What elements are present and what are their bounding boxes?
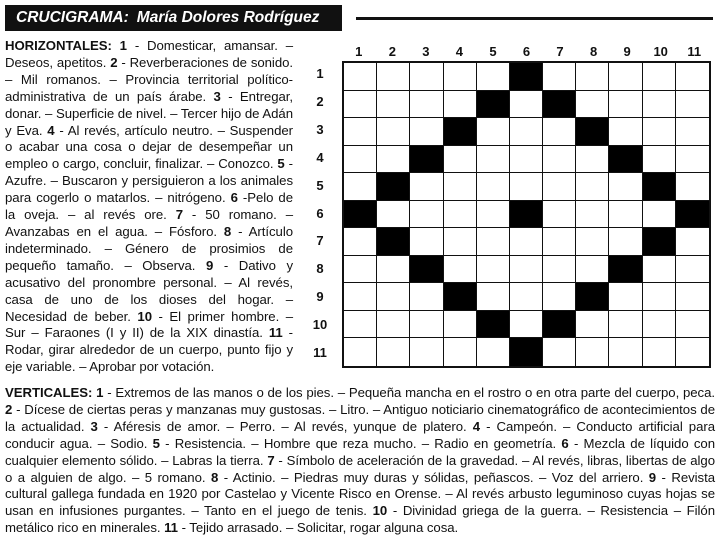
grid-cell-white[interactable]	[643, 63, 676, 91]
grid-cell-white[interactable]	[543, 146, 576, 174]
clue-text: - Tejido arrasado. – Solicitar, rogar alguna cosa.	[177, 520, 459, 536]
verticales-clue-11	[164, 520, 458, 535]
clue-text: -Pelo de la oveja. – al revés ore.	[5, 190, 293, 223]
grid-cell-white[interactable]	[477, 256, 510, 284]
clue-text: - Revista cultural gallega fundada en 1920 por Castelao y Vicente Risco en Orense. – Al revés arbusto leguminoso cuyas hojas se usan en infusiones purgantes. – Tanto en el juego de tenis.	[5, 469, 715, 519]
grid-cell-black	[543, 311, 576, 339]
vertical-heading: VERTICALES:	[5, 385, 93, 400]
clue-text: - Dícese de ciertas peras y manzanas muy gustosas. – Litro. – Antiguo noticiario cinematográfico de acontecimientos de la actualidad.	[5, 401, 715, 434]
row-number: 6	[316, 205, 324, 221]
grid-cell-white[interactable]	[609, 228, 642, 256]
verticales-clue-1	[96, 385, 715, 400]
grid-cell-white[interactable]	[444, 228, 477, 256]
grid-cell-white[interactable]	[643, 256, 676, 284]
grid-cell-black	[576, 118, 609, 146]
clue-number: 6	[561, 435, 569, 451]
column-number: 11	[687, 44, 702, 59]
clue-number: 8	[223, 223, 232, 239]
grid-cell-white[interactable]	[643, 201, 676, 229]
grid-cell-white[interactable]	[543, 338, 576, 366]
grid-cell-white[interactable]	[344, 283, 377, 311]
clue-number: 3	[90, 418, 98, 434]
grid-cell-black	[510, 338, 543, 366]
grid-cell-white[interactable]	[643, 118, 676, 146]
clue-number: 11	[268, 325, 283, 341]
grid-cell-white[interactable]	[444, 338, 477, 366]
grid-cell-white[interactable]	[344, 338, 377, 366]
grid-cell-white[interactable]	[410, 63, 443, 91]
grid-cell-white[interactable]	[576, 91, 609, 119]
grid-cell-white[interactable]	[643, 338, 676, 366]
column-number: 7	[556, 44, 564, 59]
grid-cell-white[interactable]	[444, 173, 477, 201]
grid-cell-white[interactable]	[444, 201, 477, 229]
grid-cell-white[interactable]	[444, 311, 477, 339]
grid-cell-white[interactable]	[510, 173, 543, 201]
grid-cell-black	[377, 173, 410, 201]
grid-cell-white[interactable]	[576, 201, 609, 229]
column-number: 1	[355, 44, 363, 59]
grid-cell-black	[444, 118, 477, 146]
clue-text: - Mezcla de líquido con cualquier elemento sólido. – Labras la tierra.	[5, 435, 716, 468]
column-number: 6	[522, 44, 531, 59]
grid-cell-black	[543, 91, 576, 119]
clue-number: 9	[206, 257, 214, 273]
clue-number: 5	[277, 156, 285, 172]
grid-cell-white[interactable]	[643, 146, 676, 174]
grid-cell-white[interactable]	[676, 118, 709, 146]
grid-cell-white[interactable]	[344, 173, 377, 201]
grid-cell-white[interactable]	[410, 228, 443, 256]
clue-text: - 50 romano. – Avanzabas en el agua. – Fósforo.	[5, 207, 293, 239]
column-number: 4	[455, 44, 464, 59]
title-rule	[356, 17, 713, 20]
grid-cell-white[interactable]	[510, 91, 543, 119]
grid-cell-white[interactable]	[543, 256, 576, 284]
grid-cell-white[interactable]	[609, 338, 642, 366]
grid-cell-white[interactable]	[377, 256, 410, 284]
grid-cell-white[interactable]	[609, 283, 642, 311]
row-number: 4	[316, 149, 324, 165]
grid-cell-white[interactable]	[510, 256, 543, 284]
clue-text: - Al revés, artículo neutro. – Suspender o acabar una cosa o dejar de desempeñar un empleo o cargo, concluir, finalizar. – Conozco.	[5, 122, 293, 172]
grid-cell-white[interactable]	[676, 146, 709, 174]
clue-number: 9	[648, 469, 657, 485]
grid-cell-white[interactable]	[377, 91, 410, 119]
grid-cell-white[interactable]	[477, 201, 510, 229]
clue-number: 7	[175, 207, 183, 223]
clue-text: - Divinidad griega de la guerra. – Resistencia – Filón metálico rico en minerales.	[5, 503, 715, 536]
grid-cell-white[interactable]	[477, 146, 510, 174]
grid-cell-white[interactable]	[444, 63, 477, 91]
grid-cell-white[interactable]	[344, 146, 377, 174]
row-number: 3	[316, 121, 324, 137]
grid-cell-white[interactable]	[510, 228, 543, 256]
grid-cell-white[interactable]	[344, 91, 377, 119]
grid-cell-white[interactable]	[377, 146, 410, 174]
grid-cell-white[interactable]	[676, 63, 709, 91]
crossword-label: CRUCIGRAMA:	[16, 9, 129, 26]
grid-cell-white[interactable]	[410, 311, 443, 339]
verticales-clue-5	[153, 436, 562, 451]
grid-cell-white[interactable]	[444, 146, 477, 174]
grid-cell-white[interactable]	[344, 311, 377, 339]
clue-text: - Símbolo de aceleración de la gravedad. – Al revés, libras, libertas de algo o a alguien de algo. – 5 romano.	[5, 452, 715, 485]
grid-cell-white[interactable]	[576, 228, 609, 256]
author-name: María Dolores Rodríguez	[136, 9, 320, 26]
grid-cell-white[interactable]	[410, 173, 443, 201]
grid-cell-black	[643, 173, 676, 201]
grid-cell-white[interactable]	[477, 118, 510, 146]
column-number: 9	[623, 44, 631, 59]
grid-cell-white[interactable]	[576, 173, 609, 201]
clue-number: 8	[210, 469, 219, 485]
grid-cell-white[interactable]	[609, 173, 642, 201]
column-number: 5	[489, 44, 497, 59]
clue-number: 3	[213, 88, 221, 104]
grid-cell-white[interactable]	[609, 311, 642, 339]
grid-cell-white[interactable]	[576, 338, 609, 366]
clue-text: - Campeón. – Conducto artificial para conducir agua. – Sodio.	[5, 418, 715, 451]
grid-cell-white[interactable]	[377, 338, 410, 366]
clue-text: - Domesticar, amansar. – Deseos, apetitos.	[5, 38, 293, 70]
clue-text: - Rodar, girar alrededor de un cuerpo, punto fijo y eje variable. – Aprobar por votación.	[5, 325, 293, 375]
grid-cell-white[interactable]	[477, 228, 510, 256]
horizontales-clue-4	[5, 123, 293, 172]
row-number: 5	[316, 177, 324, 193]
grid-cell-white[interactable]	[477, 63, 510, 91]
grid-cell-black	[444, 283, 477, 311]
clue-number: 6	[230, 190, 238, 206]
clue-text: - Entregar, donar. – Superficie de nivel. – Tercer hijo de Adán y Eva.	[5, 88, 293, 138]
grid-cell-black	[377, 228, 410, 256]
clue-number: 11	[164, 520, 178, 536]
clue-text: - Resistencia. – Hombre que reza mucho. – Radio en geometría.	[159, 435, 562, 451]
grid-cell-black	[477, 311, 510, 339]
grid-cell-black	[410, 146, 443, 174]
grid-cell-white[interactable]	[344, 228, 377, 256]
grid-cell-black	[609, 256, 642, 284]
grid-cell-black	[576, 283, 609, 311]
grid-cell-white[interactable]	[344, 63, 377, 91]
grid-cell-white[interactable]	[444, 256, 477, 284]
clue-text: - El primer hombre. – Sur – Faraones (I y II) de la XIX dinastía.	[5, 308, 293, 341]
grid-cell-black	[510, 63, 543, 91]
grid-cell-white[interactable]	[510, 311, 543, 339]
grid-cell-white[interactable]	[543, 173, 576, 201]
grid-cell-white[interactable]	[410, 118, 443, 146]
grid-cell-white[interactable]	[543, 201, 576, 229]
grid-cell-white[interactable]	[543, 283, 576, 311]
grid-cell-white[interactable]	[643, 283, 676, 311]
title-bar	[5, 5, 342, 31]
grid-cell-white[interactable]	[477, 173, 510, 201]
grid-cell-white[interactable]	[510, 283, 543, 311]
grid-cell-white[interactable]	[543, 228, 576, 256]
grid-cell-white[interactable]	[676, 228, 709, 256]
grid-cell-white[interactable]	[377, 201, 410, 229]
grid-cell-white[interactable]	[576, 256, 609, 284]
grid-cell-white[interactable]	[410, 283, 443, 311]
grid-cell-white[interactable]	[576, 311, 609, 339]
grid-cell-white[interactable]	[576, 146, 609, 174]
column-number: 8	[589, 44, 598, 59]
clue-number: 2	[110, 54, 118, 70]
grid-cell-white[interactable]	[543, 63, 576, 91]
clue-text: - Artículo indeterminado. – Género de prosimios de pequeño tamaño. – Observa.	[5, 223, 293, 273]
grid-cell-white[interactable]	[377, 63, 410, 91]
grid-cell-black	[344, 201, 377, 229]
clue-text: - Extremos de las manos o de los pies. – Pequeña mancha en el rostro o en otra parte del cuerpo, peca.	[103, 385, 715, 400]
clue-text: - Azufre. – Buscaron y persiguieron a los animales para cogerlo o matarlos. – nitrógeno.	[5, 156, 293, 206]
clue-number: 2	[5, 401, 13, 417]
column-number: 2	[388, 44, 396, 59]
grid-cell-white[interactable]	[510, 118, 543, 146]
vertical-clues	[5, 385, 715, 537]
grid-cell-white[interactable]	[676, 91, 709, 119]
grid-cell-white[interactable]	[377, 283, 410, 311]
grid-cell-white[interactable]	[410, 201, 443, 229]
verticales-clue-3	[91, 419, 473, 434]
clue-number: 10	[137, 308, 152, 324]
grid-cell-black	[643, 228, 676, 256]
grid-cell-white[interactable]	[576, 63, 609, 91]
grid-cell-black	[410, 256, 443, 284]
horizontal-clues	[5, 38, 293, 376]
row-number: 1	[316, 65, 324, 81]
grid-cell-white[interactable]	[410, 91, 443, 119]
grid-cell-white[interactable]	[676, 338, 709, 366]
row-number: 8	[316, 261, 324, 277]
column-number: 3	[422, 44, 430, 59]
grid-cell-black	[510, 201, 543, 229]
clue-number: 10	[372, 503, 388, 519]
row-number: 9	[316, 289, 324, 305]
grid-cell-white[interactable]	[676, 256, 709, 284]
clue-text: - Aféresis de amor. – Perro. – Al revés, yunque de platero.	[97, 418, 473, 434]
grid-cell-white[interactable]	[510, 146, 543, 174]
crossword-grid[interactable]	[342, 61, 711, 368]
grid-cell-black	[676, 201, 709, 229]
clue-number: 4	[47, 122, 55, 138]
grid-cell-white[interactable]	[477, 283, 510, 311]
grid-cell-white[interactable]	[543, 118, 576, 146]
row-number: 2	[316, 93, 324, 109]
grid-cell-white[interactable]	[410, 338, 443, 366]
grid-cell-white[interactable]	[609, 63, 642, 91]
clue-number: 7	[267, 452, 275, 468]
clue-text: - Dativo y acusativo del pronombre personal. – Al revés, casa de uno de los dioses del hogar. – Necesidad de beber.	[5, 257, 293, 324]
grid-cell-white[interactable]	[676, 311, 709, 339]
grid-cell-white[interactable]	[344, 118, 377, 146]
grid-cell-white[interactable]	[676, 173, 709, 201]
clue-number: 4	[472, 418, 481, 434]
grid-cell-black	[609, 146, 642, 174]
grid-cell-white[interactable]	[444, 91, 477, 119]
grid-cell-black	[477, 91, 510, 119]
grid-cell-white[interactable]	[609, 118, 642, 146]
row-number: 7	[316, 233, 324, 249]
grid-cell-white[interactable]	[377, 118, 410, 146]
grid-cell-white[interactable]	[676, 283, 709, 311]
grid-cell-white[interactable]	[643, 91, 676, 119]
clue-number: 1	[96, 385, 104, 400]
clue-number: 1	[119, 38, 127, 53]
grid-cell-white[interactable]	[477, 338, 510, 366]
row-number: 10	[312, 317, 328, 333]
horizontal-heading: HORIZONTALES:	[5, 38, 112, 53]
verticales-clue-8	[211, 470, 649, 485]
grid-cell-white[interactable]	[643, 311, 676, 339]
grid-cell-white[interactable]	[609, 91, 642, 119]
clue-text: - Actinio. – Piedras muy duras y sólidas, peñascos. – Voz del arriero.	[218, 469, 649, 485]
row-number: 11	[313, 345, 327, 361]
grid-cell-white[interactable]	[344, 256, 377, 284]
grid-cell-white[interactable]	[609, 201, 642, 229]
clue-number: 5	[152, 435, 160, 451]
grid-cell-white[interactable]	[377, 311, 410, 339]
clue-text: - Reverberaciones de sonido. – Mil romanos. – Provincia territorial político-administrativa de un país árabe.	[5, 54, 293, 104]
column-number: 10	[653, 44, 668, 59]
